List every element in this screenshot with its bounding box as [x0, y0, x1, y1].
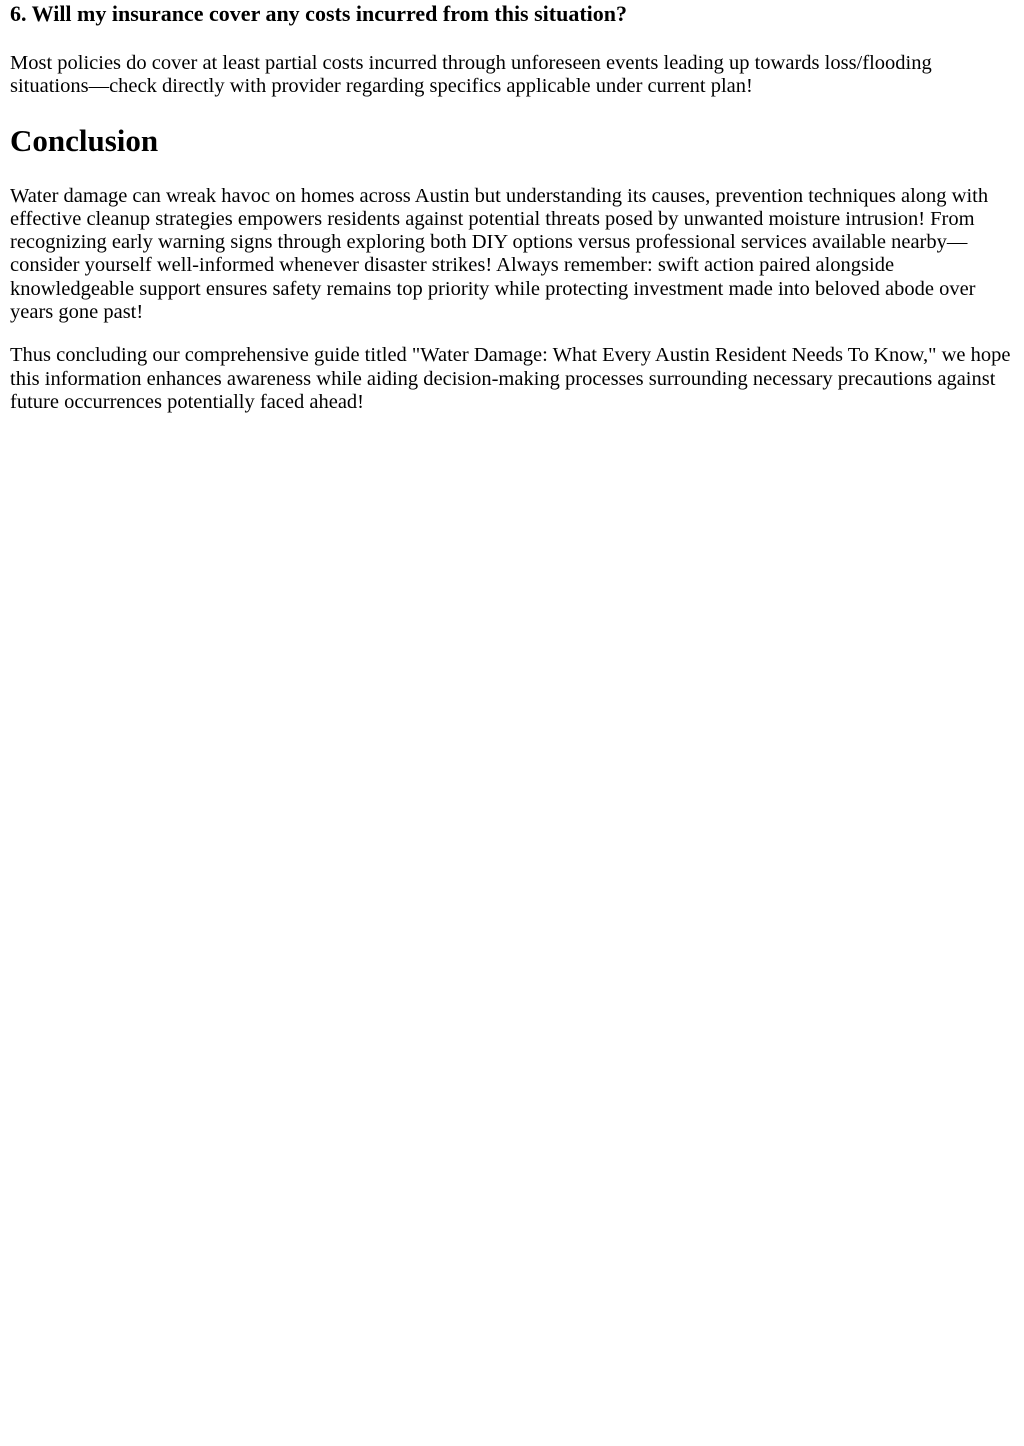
faq-question: 6. Will my insurance cover any costs incurred from this situation?: [10, 1, 628, 26]
conclusion-paragraph: Thus concluding our comprehensive guide titled "Water Damage: What Every Austin Resident Needs To Know," we hope this information enhances awareness while aiding decision-making processes surrounding necessary precautions against future occurrences potentially faced ahead!: [10, 344, 1011, 413]
article-body: [0, 1, 1024, 414]
conclusion-paragraph: Water damage can wreak havoc on homes across Austin but understanding its causes, prevention techniques along with effective cleanup strategies empowers residents against potential threats posed by unwanted moisture intrusion! From recognizing early warning signs through exploring both DIY options versus professional services available nearby—consider yourself well-informed whenever disaster strikes! Always remember: swift action paired alongside knowledgeable support ensures safety remains top priority while protecting investment made into beloved abode over years gone past!: [10, 184, 989, 324]
faq-answer: Most policies do cover at least partial costs incurred through unforeseen events leading up towards loss/flooding situations—check directly with provider regarding specifics applicable under current plan!: [10, 52, 932, 98]
conclusion-heading: Conclusion: [10, 122, 159, 158]
